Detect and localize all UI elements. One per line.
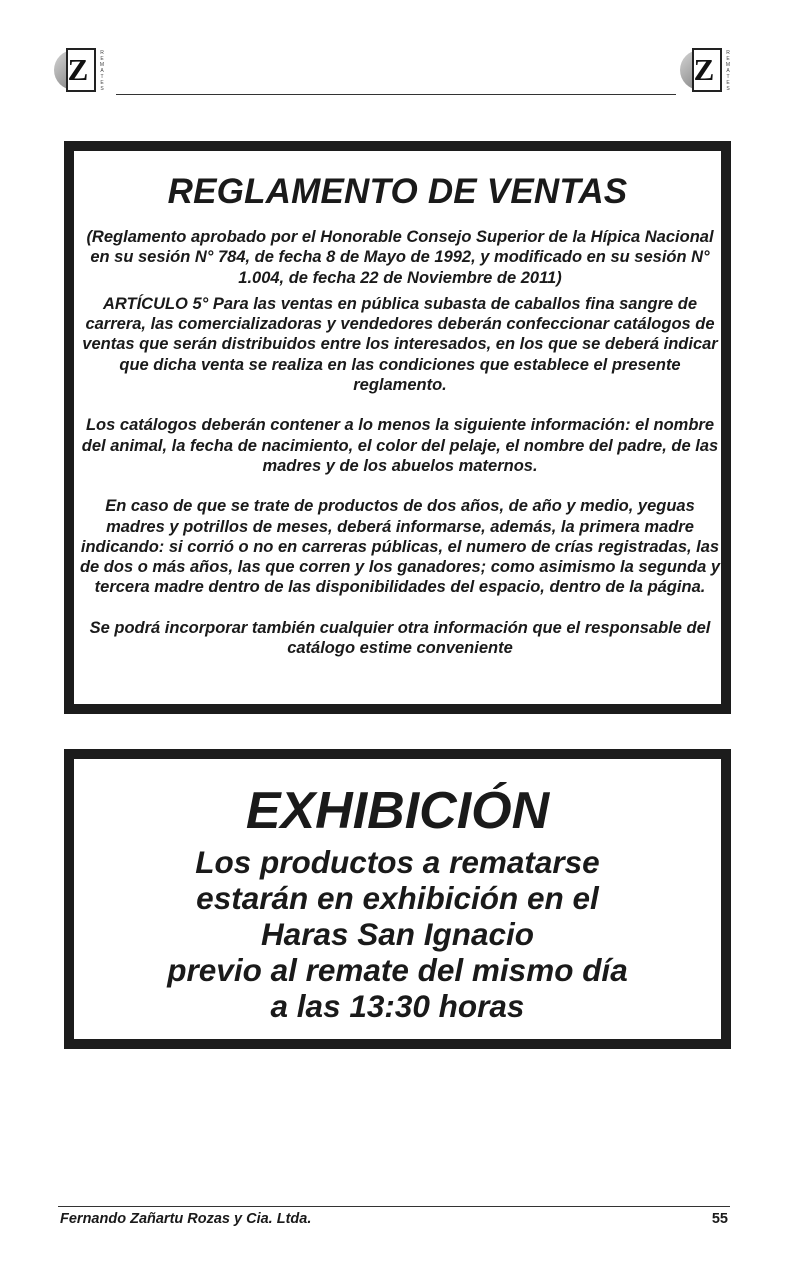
exhibicion-line: estarán en exhibición en el <box>196 880 599 916</box>
logo-letter: Z <box>67 52 89 87</box>
logo-word: REMATES <box>725 50 731 92</box>
exhibicion-title: EXHIBICIÓN <box>245 782 550 840</box>
page-number: 55 <box>711 1211 728 1227</box>
exhibicion-text <box>73 844 722 1024</box>
reglamento-preamble: (Reglamento aprobado por el Honorable Consejo Superior de la Hípica Nacional en su sesión N° 784, de fecha 8 de Mayo de 1992, y modificado en su sesión N° 1.004, de fecha 22 de Noviembre de 2011) <box>86 228 714 287</box>
reglamento-paragraph: Se podrá incorporar también cualquier otra información que el responsable del catálogo estime conveniente <box>89 618 711 658</box>
exhibicion-line: previo al remate del mismo día <box>167 952 628 988</box>
exhibicion-line: Haras San Ignacio <box>260 916 535 952</box>
company-logo-left <box>54 48 106 98</box>
exhibicion-line: Los productos a rematarse <box>195 844 600 880</box>
reglamento-paragraph: ARTÍCULO 5° Para las ventas en pública subasta de caballos fina sangre de carrera, las comercializadoras y vendedores deberán confeccionar catálogos de ventas que serán distribuidos entre los interesados, en los que se deberá indicar que dicha venta se realiza en las condiciones que establece el presente reglamento. <box>82 294 718 395</box>
reglamento-title: REGLAMENTO DE VENTAS <box>167 172 628 211</box>
footer-rule <box>58 1206 730 1207</box>
reglamento-box <box>64 141 731 714</box>
header-rule <box>116 94 676 95</box>
reglamento-body <box>79 227 721 678</box>
reglamento-paragraph: En caso de que se trate de productos de dos años, de año y medio, yeguas madres y potrillos de meses, deberá informarse, además, la primera madre indicando: si corrió o no en carreras públicas, el numero de crías registradas, las de dos o más años, las que corren y los ganadores; como asimismo la segunda y tercera madre dentro de las disponibilidades del espacio, dentro de la página. <box>79 497 721 597</box>
reglamento-paragraph: Los catálogos deberán contener a lo menos la siguiente información: el nombre del animal, la fecha de nacimiento, el color del pelaje, el nombre del padre, de las madres y de los abuelos maternos. <box>81 416 719 475</box>
exhibicion-box <box>64 749 731 1049</box>
logo-word: REMATES <box>99 50 105 92</box>
company-logo-right <box>680 48 732 98</box>
footer-company: Fernando Zañartu Rozas y Cia. Ltda. <box>60 1211 312 1227</box>
exhibicion-line: a las 13:30 horas <box>270 988 525 1024</box>
logo-letter: Z <box>693 52 715 87</box>
